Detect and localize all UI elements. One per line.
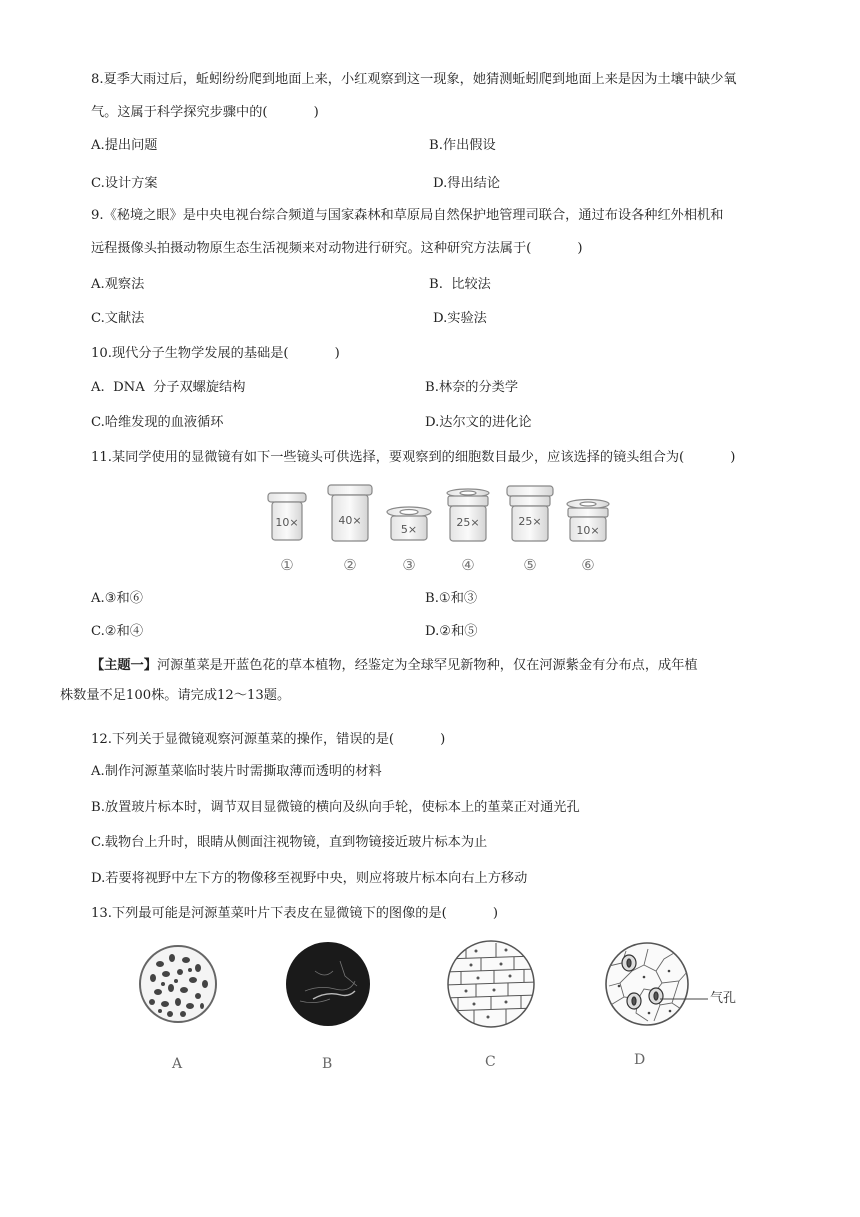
lens-5-mag: 25× (518, 515, 542, 528)
q9-option-d: D.实验法 (433, 311, 487, 326)
q8-stem-line2 (91, 106, 319, 119)
q9-option-c: C.文献法 (91, 311, 145, 326)
q9-stem-line2 (91, 242, 583, 255)
lens-6 (567, 500, 609, 542)
theme-line2: 株数量不足100株。请完成12～13题。 (60, 688, 291, 703)
lens-drawings (262, 483, 618, 577)
q11-option-c: C.②和④ (91, 624, 144, 639)
cell-image-d (604, 941, 690, 1027)
q12-stem (91, 733, 445, 746)
q9-option-b: B. 比较法 (429, 277, 491, 292)
q8-option-d: D.得出结论 (433, 176, 501, 191)
lens-1-number: ① (280, 556, 294, 574)
q12-option-d: D.若要将视野中左下方的物像移至视野中央，则应将玻片标本向右上方移动 (91, 871, 528, 886)
lens-3-number: ③ (402, 556, 416, 574)
q10-option-d: D.达尔文的进化论 (425, 415, 532, 430)
cell-image-b (285, 941, 371, 1027)
q8-option-a: A.提出问题 (91, 138, 158, 153)
q10-stem (91, 347, 340, 360)
q12-close-paren: ) (440, 732, 446, 747)
lens-4-number: ④ (461, 556, 475, 574)
q10-option-a: A. DNA 分子双螺旋结构 (91, 380, 246, 395)
lens-2 (328, 485, 372, 541)
q11-option-a: A.③和⑥ (91, 591, 143, 606)
cell-image-a (138, 944, 218, 1024)
q11-option-b: B.①和③ (425, 591, 478, 606)
lens-figure (262, 483, 618, 577)
q13-close-paren: ) (492, 906, 498, 921)
lens-1 (268, 493, 306, 540)
q12-option-c: C.载物台上升时，眼睛从侧面注视物镜，直到物镜接近玻片标本为止 (91, 835, 488, 850)
stoma-pointer-line (660, 994, 710, 1004)
q11-stem (91, 451, 735, 464)
cell-label-d: D (634, 1052, 646, 1068)
cell-label-b: B (322, 1056, 333, 1072)
q9-stem-text: 远程摄像头拍摄动物原生态生活视频来对动物进行研究。这种研究方法属于( (91, 241, 532, 256)
q13-stem (91, 907, 498, 920)
q10-option-c: C.哈维发现的血液循环 (91, 415, 224, 430)
q11-option-d: D.②和⑤ (425, 624, 478, 639)
lens-2-number: ② (343, 556, 357, 574)
stoma-label: 气孔 (710, 991, 737, 1006)
lens-5-number: ⑤ (523, 556, 537, 574)
q12-option-a: A.制作河源堇菜临时装片时需撕取薄而透明的材料 (91, 764, 382, 779)
q12-option-b: B.放置玻片标本时，调节双目显微镜的横向及纵向手轮，使标本上的堇菜正对通光孔 (91, 800, 580, 815)
q9-close-paren: ) (577, 241, 583, 256)
lens-3 (387, 507, 431, 540)
q10-option-b: B.林奈的分类学 (425, 380, 519, 395)
q13-stem-text: 13.下列最可能是河源堇菜叶片下表皮在显微镜下的图像的是( (91, 906, 447, 921)
lens-4 (447, 489, 489, 541)
lens-1-mag: 10× (275, 516, 299, 529)
q9-stem-line1: 9.《秘境之眼》是中央电视台综合频道与国家森林和草原局自然保护地管理司联合，通过布设各种红外相机和 (91, 208, 724, 223)
q11-stem-text: 11.某同学使用的显微镜有如下一些镜头可供选择，要观察到的细胞数目最少，应该选择的镜头组合为( (91, 450, 685, 465)
lens-4-mag: 25× (456, 516, 480, 529)
q9-option-a: A.观察法 (91, 277, 145, 292)
lens-5 (507, 486, 553, 541)
q11-close-paren: ) (730, 450, 736, 465)
lens-2-mag: 40× (338, 514, 362, 527)
q8-option-b: B.作出假设 (429, 138, 496, 153)
q8-close-paren: ) (313, 105, 319, 120)
q8-option-c: C.设计方案 (91, 176, 158, 191)
lens-3-mag: 5× (400, 523, 418, 536)
theme-text: 河源堇菜是开蓝色花的草本植物，经鉴定为全球罕见新物种，仅在河源紫金有分布点，成年植 (156, 658, 698, 673)
lens-6-number: ⑥ (581, 556, 595, 574)
cell-image-c (446, 939, 536, 1029)
cell-label-c: C (485, 1054, 496, 1070)
cell-label-a: A (172, 1056, 183, 1072)
lens-6-mag: 10× (576, 524, 600, 537)
theme-line1 (91, 659, 698, 672)
q8-stem-line1: 8.夏季大雨过后，蚯蚓纷纷爬到地面上来，小红观察到这一现象，她猜测蚯蚓爬到地面上来是因为土壤中缺少氧 (91, 72, 737, 87)
q8-stem-text: 气。这属于科学探究步骤中的( (91, 105, 268, 120)
q10-stem-text: 10.现代分子生物学发展的基础是( (91, 346, 289, 361)
q12-stem-text: 12.下列关于显微镜观察河源堇菜的操作，错误的是( (91, 732, 395, 747)
theme-label: 【主题一】 (91, 658, 157, 673)
q10-close-paren: ) (334, 346, 340, 361)
